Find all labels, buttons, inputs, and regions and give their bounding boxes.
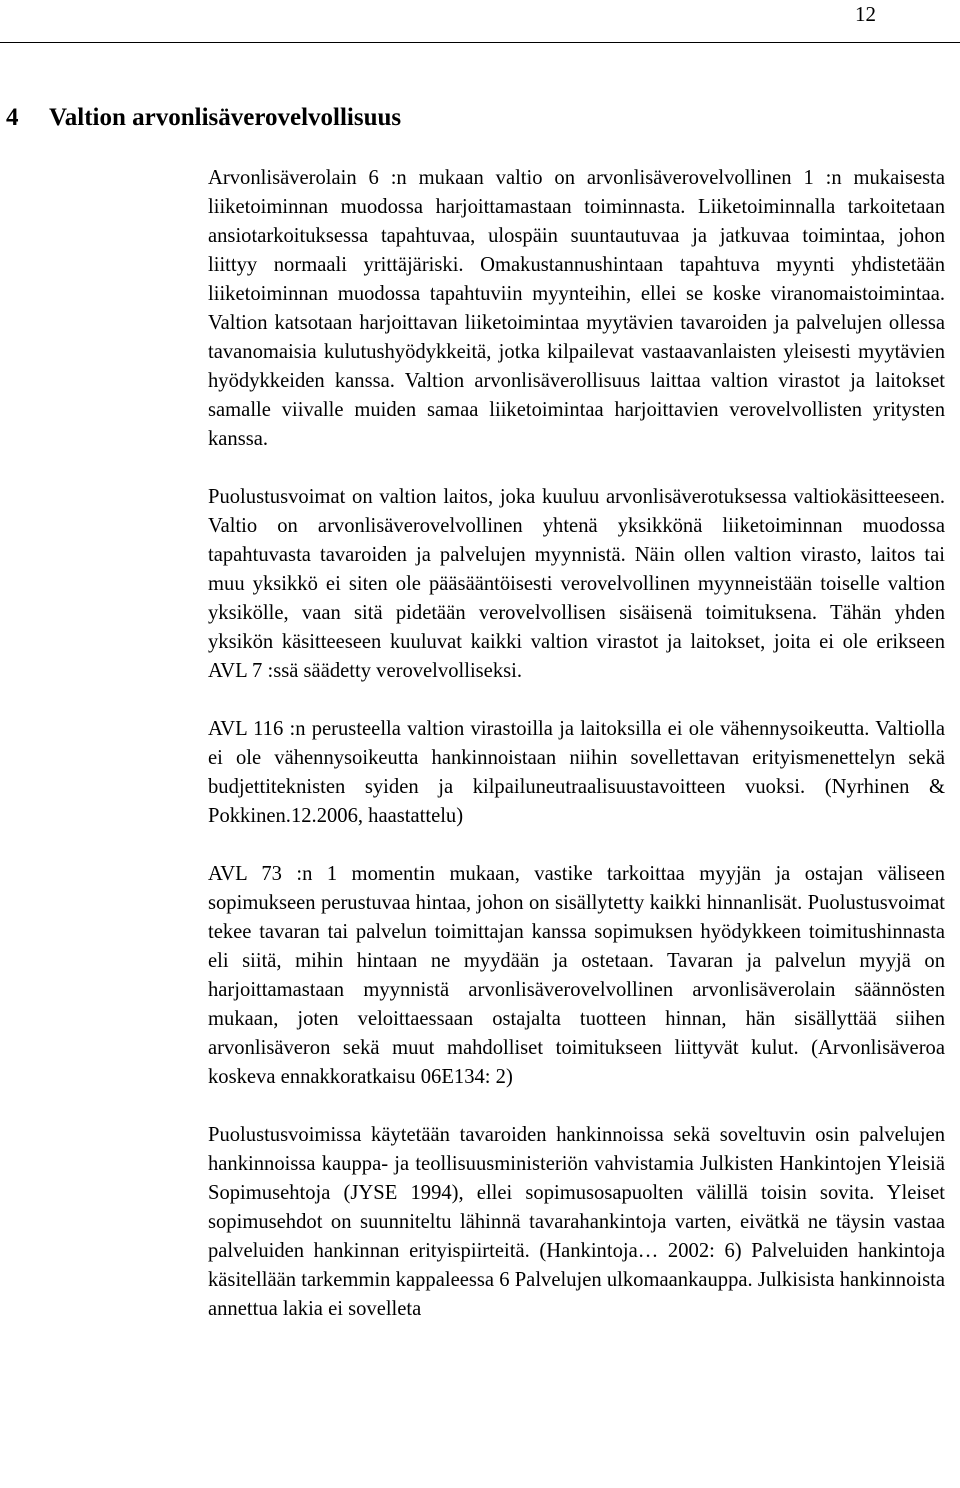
paragraph-procurement-terms: Puolustusvoimissa käytetään tavaroiden hankinnoissa sekä soveltuvin osin palvelujen hankinnoissa kauppa- ja teollisuusministeriön vahvistamia Julkisten Hankintojen Yleisiä Sopimusehtoja (JYSE 1994), ellei sopimusosapuolten välillä toisin sovita. Yleiset sopimusehdot on suunniteltu lähinnä tavarahankintoja varten, eivätkä ne täysin vastaa palveluiden hankinnan erityispiirteitä. (Hankintoja… 2002: 6) Palveluiden hankintoja käsitellään tarkemmin kappaleessa 6 Palvelujen ulkomaankauppa. Julkisista hankinnoista annettua lakia ei sovelleta	[208, 1124, 945, 1320]
paragraph-consideration: AVL 73 :n 1 momentin mukaan, vastike tarkoittaa myyjän ja ostajan väliseen sopimukseen perustuvaa hintaa, johon on sisällytetty kaikki hinnanlisät. Puolustusvoimat tekee tavaran tai palvelun toimittajan kanssa sopimuksen hyödykkeen toimitushinnasta eli siitä, mihin hintaan ne myydään ja ostetaan. Tavaran ja palvelun myyjä on harjoittamastaan myynnistä arvonlisäverovelvollinen arvonlisäverolain säännösten mukaan, joten veloittaessaan ostajalta tuotteen hinnan, hän sisällyttää siihen arvonlisäveron sekä muut mahdolliset toimitukseen liittyvät kulut. (Arvonlisäveroa koskeva ennakkoratkaisu 06E134: 2)	[208, 863, 945, 1088]
header-rule	[0, 42, 960, 43]
paragraph-defence-forces: Puolustusvoimat on valtion laitos, joka kuuluu arvonlisäverotuksessa valtiokäsitteeseen. Valtio on arvonlisäverovelvollinen yhtenä yksikkönä liiketoiminnan muodossa tapahtuvasta tavaroiden ja palvelujen myynnistä. Näin ollen valtion virasto, laitos tai muu yksikkö ei siten ole pääsääntöisesti verovelvollinen myynneistään toiselle valtion yksikölle, vaan sitä pidetään verovelvollisen sisäisenä toimituksena. Tähän yhden yksikön käsitteeseen kuuluvat kaikki valtion virastot ja laitokset, joita ei ole erikseen AVL 7 :ssä säädetty verovelvolliseksi.	[208, 486, 945, 682]
chapter-title: Valtion arvonlisäverovelvollisuus	[49, 104, 402, 131]
paragraph-vat-liability: Arvonlisäverolain 6 :n mukaan valtio on arvonlisäverovelvollinen 1 :n mukaisesta liiketoiminnan muodossa harjoittamastaan toiminnasta. Liiketoiminnalla tarkoitetaan ansiotarkoituksessa tapahtuvaa, ulospäin suuntautuvaa ja jatkuvaa toimintaa, johon liittyy normaali yrittäjäriski. Omakustannushintaan tapahtuva myynti yhdistetään liiketoiminnan muodossa tapahtuviin myynteihin, ellei se koske viranomaistoimintaa. Valtion katsotaan harjoittavan liiketoimintaa myytävien tavaroiden ja palvelujen ollessa tavanomaisia kulutushyödykkeitä, jotka kilpailevat vastaavanlaisten yleisesti myytävien hyödykkeiden kanssa. Valtion arvonlisäverollisuus laittaa valtion virastot ja laitokset samalle viivalle muiden samaa liiketoimintaa harjoittavien verovelvollisten yritysten kanssa.	[208, 167, 945, 450]
paragraph-deduction-right: AVL 116 :n perusteella valtion virastoilla ja laitoksilla ei ole vähennysoikeutta. Valtiolla ei ole vähennysoikeutta hankinnoistaan niihin sovellettavan erityismenettelyn sekä budjettiteknisten syiden ja kilpailuneutraalisuustavoitteen vuoksi. (Nyrhinen & Pokkinen.12.2006, haastattelu)	[208, 718, 945, 827]
chapter-number: 4	[6, 104, 19, 131]
body-text	[208, 164, 945, 1353]
page-number: 12	[855, 2, 876, 26]
chapter-heading	[6, 102, 401, 134]
